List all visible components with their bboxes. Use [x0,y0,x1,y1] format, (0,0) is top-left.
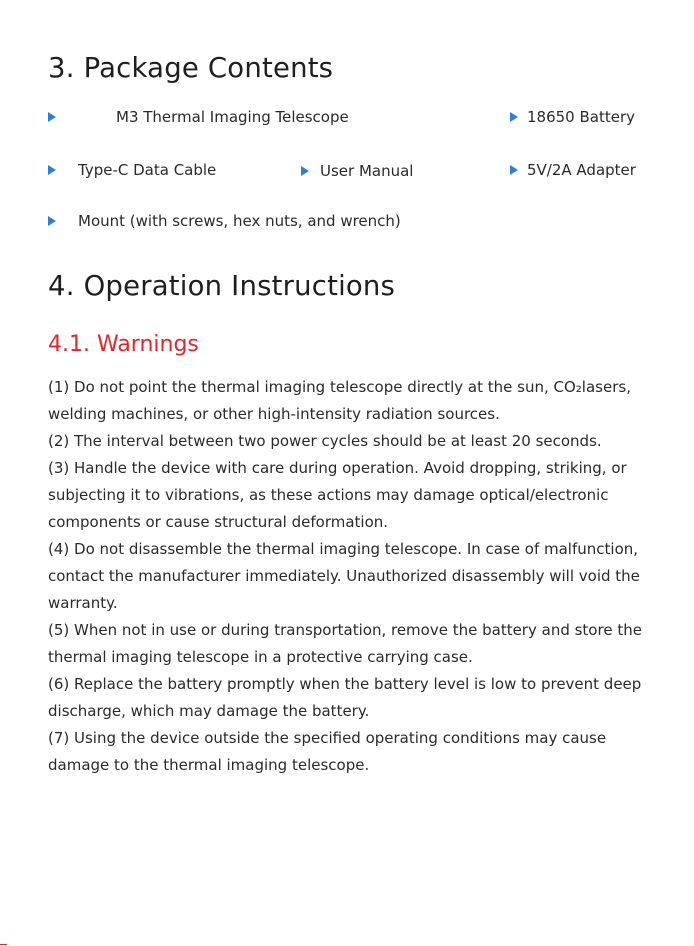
section-heading-package-contents: 3. Package Contents [48,52,334,84]
package-item-label: User Manual [320,162,414,180]
warning-line: contact the manufacturer immediately. Unauthorized disassembly will void the [48,567,640,585]
warning-line: warranty. [48,594,118,612]
package-item-adapter [510,158,636,182]
package-item-label: 5V/2A Adapter [527,161,636,179]
package-item-user-manual [301,159,413,183]
warning-line: (4) Do not disassemble the thermal imaging telescope. In case of malfunction, [48,540,639,558]
package-item-label: Type-C Data Cable [78,161,217,179]
subsection-heading-warnings: 4.1. Warnings [48,332,199,357]
warning-line: welding machines, or other high-intensity radiation sources. [48,405,500,423]
warning-line: (1) Do not point the thermal imaging telescope directly at the sun, CO₂lasers, [48,378,631,396]
warning-line: subjecting it to vibrations, as these actions may damage optical/electronic [48,486,609,504]
triangle-right-icon [510,112,518,122]
warning-line: damage to the thermal imaging telescope. [48,756,370,774]
triangle-right-icon [301,166,309,176]
warning-line: (7) Using the device outside the specified operating conditions may cause [48,729,607,747]
triangle-right-icon [510,165,518,175]
package-item-battery [510,105,635,129]
triangle-right-icon [48,112,56,122]
package-item-data-cable [48,158,216,182]
warning-line: components or cause structural deformation. [48,513,389,531]
warnings-body [48,374,642,779]
warning-line: thermal imaging telescope in a protective carrying case. [48,648,473,666]
warning-line: (6) Replace the battery promptly when the battery level is low to prevent deep [48,675,642,693]
triangle-right-icon [48,216,56,226]
package-item-label: M3 Thermal Imaging Telescope [116,108,349,126]
warning-line: (2) The interval between two power cycles should be at least 20 seconds. [48,432,602,450]
warning-line: discharge, which may damage the battery. [48,702,370,720]
package-item-mount [48,209,401,233]
section-heading-operation-instructions: 4. Operation Instructions [48,270,396,302]
page-corner-mark [0,944,7,945]
package-item-telescope [48,105,349,129]
warning-line: (5) When not in use or during transportation, remove the battery and store the [48,621,642,639]
triangle-right-icon [48,165,56,175]
package-item-label: Mount (with screws, hex nuts, and wrench) [78,212,401,230]
package-item-label: 18650 Battery [527,108,636,126]
warning-line: (3) Handle the device with care during operation. Avoid dropping, striking, or [48,459,627,477]
